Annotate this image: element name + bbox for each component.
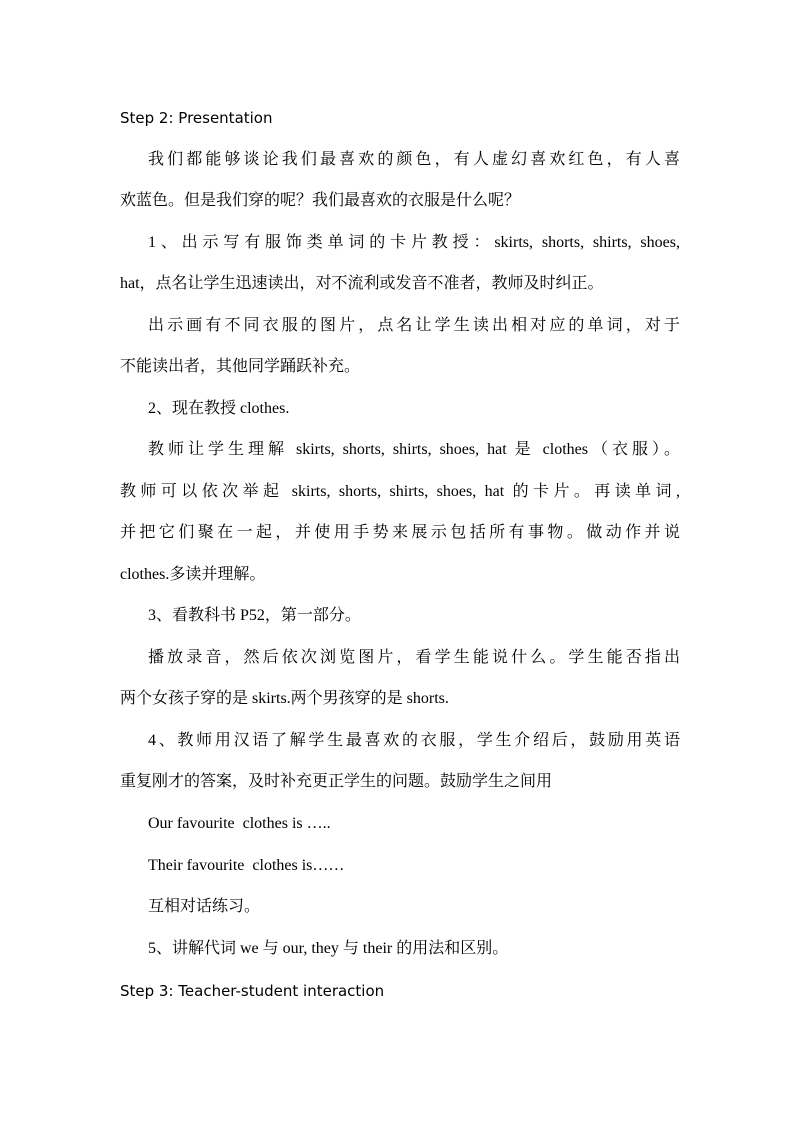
paragraph-line: 并把它们聚在一起，并使用手势来展示包括所有事物。做动作并说 bbox=[120, 524, 680, 541]
paragraph-line: 教师可以依次举起 skirts, shorts, shirts, shoes, hat 的卡片。再读单词, bbox=[120, 483, 680, 500]
paragraph-line: clothes.多读并理解。 bbox=[120, 566, 266, 583]
paragraph-line: Their favourite clothes is…… bbox=[148, 857, 345, 874]
step3-heading: Step 3: Teacher-student interaction bbox=[120, 982, 385, 1000]
paragraph-line: 2、现在教授 clothes. bbox=[148, 400, 290, 417]
paragraph-line: 教师让学生理解 skirts, shorts, shirts, shoes, hat 是 clothes（衣服）。 bbox=[148, 441, 680, 458]
paragraph-line: 出示画有不同衣服的图片，点名让学生读出相对应的单词，对于 bbox=[148, 317, 680, 334]
paragraph-line: Our favourite clothes is ….. bbox=[148, 815, 331, 832]
paragraph-line: 两个女孩子穿的是 skirts.两个男孩穿的是 shorts. bbox=[120, 690, 449, 707]
paragraph-line: hat，点名让学生迅速读出，对不流利或发音不准者，教师及时纠正。 bbox=[120, 275, 604, 292]
paragraph-line: 5、讲解代词 we 与 our, they 与 their 的用法和区别。 bbox=[148, 940, 509, 957]
paragraph-line: 播放录音，然后依次浏览图片，看学生能说什么。学生能否指出 bbox=[148, 649, 680, 666]
paragraph-line: 互相对话练习。 bbox=[148, 898, 261, 915]
step2-heading: Step 2: Presentation bbox=[120, 109, 273, 127]
paragraph-line: 我们都能够谈论我们最喜欢的颜色，有人虚幻喜欢红色，有人喜 bbox=[148, 151, 680, 168]
paragraph-line: 1、出示写有服饰类单词的卡片教授：skirts, shorts, shirts, shoes, bbox=[148, 234, 680, 251]
paragraph-line: 4、教师用汉语了解学生最喜欢的衣服，学生介绍后，鼓励用英语 bbox=[148, 732, 680, 749]
paragraph-line: 3、看教科书 P52，第一部分。 bbox=[148, 607, 361, 624]
paragraph-line: 欢蓝色。但是我们穿的呢？我们最喜欢的衣服是什么呢？ bbox=[120, 192, 521, 209]
paragraph-line: 重复刚才的答案，及时补充更正学生的问题。鼓励学生之间用 bbox=[120, 773, 553, 790]
paragraph-line: 不能读出者，其他同学踊跃补充。 bbox=[120, 358, 361, 375]
